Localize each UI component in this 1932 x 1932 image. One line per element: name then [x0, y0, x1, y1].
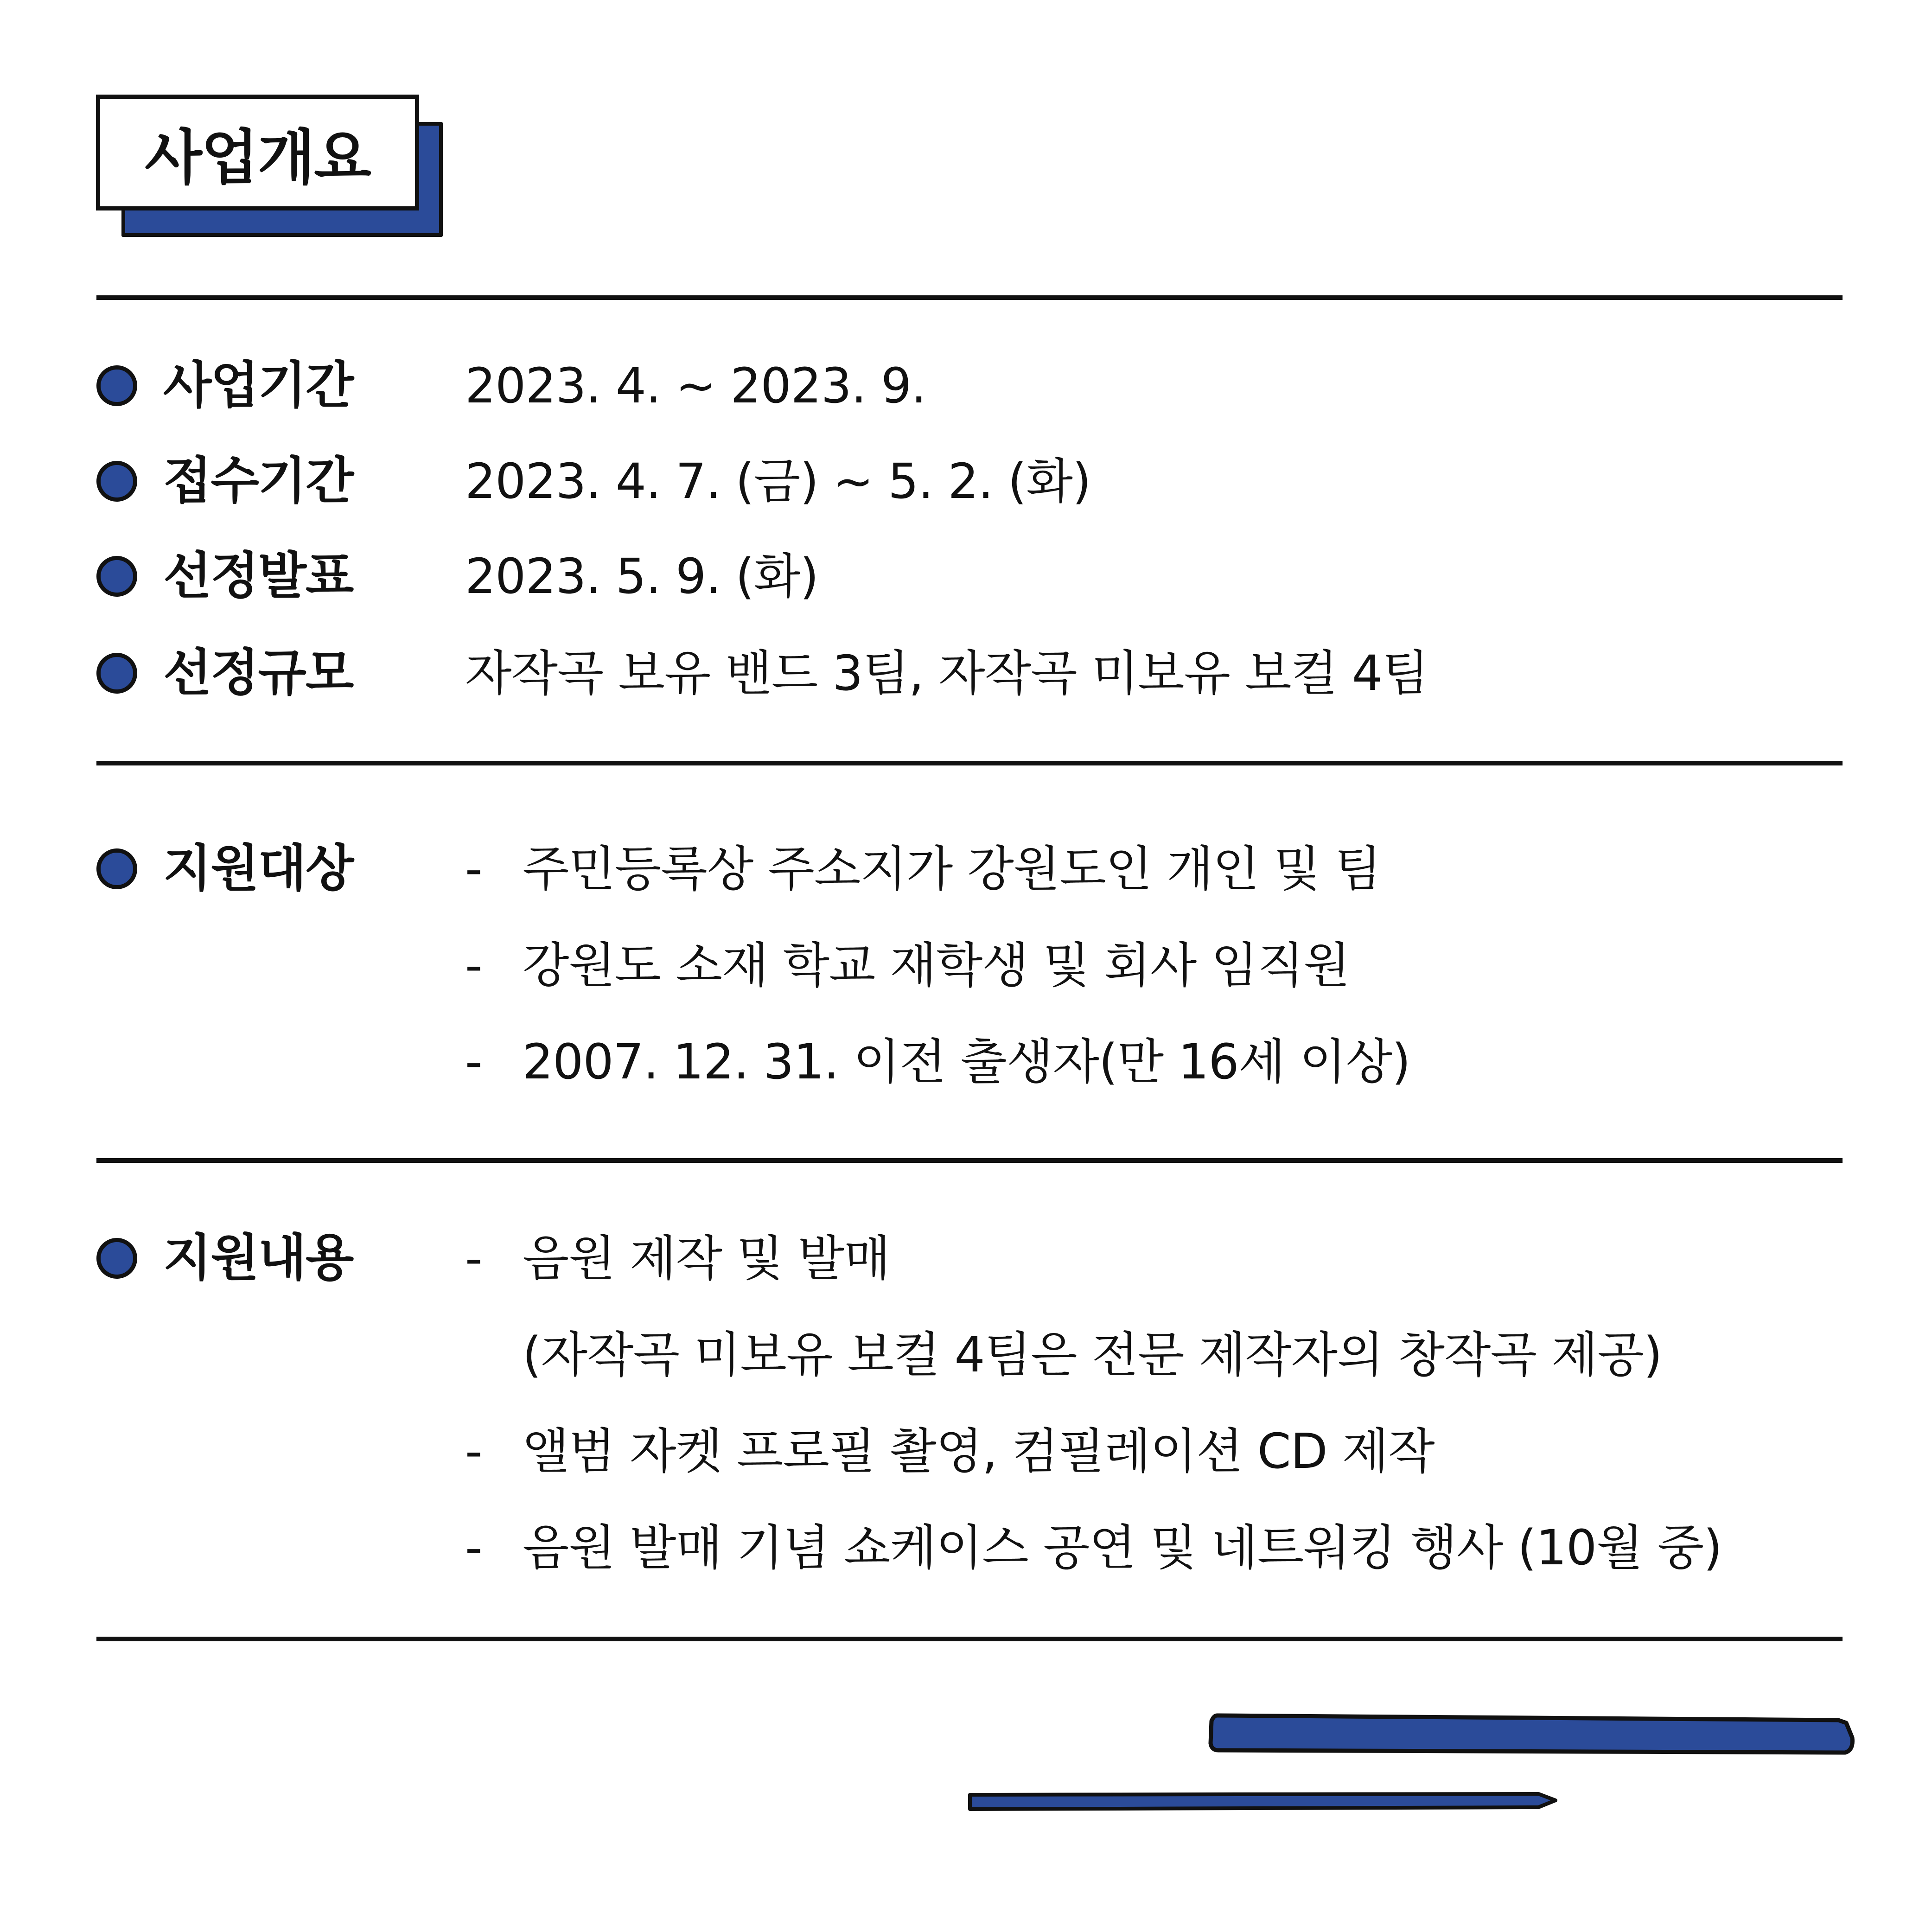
eligibility-item: 주민등록상 주소지가 강원도인 개인 및 팀 [523, 841, 1381, 897]
support-item: 음원 발매 기념 쇼케이스 공연 및 네트워킹 행사 (10월 중) [523, 1519, 1722, 1576]
brush-stroke-lower [970, 1794, 1556, 1809]
support-item: 앨범 자켓 프로필 촬영, 컴필레이션 CD 제작 [523, 1423, 1435, 1479]
eligibility-label: 지원대상 [163, 840, 353, 898]
dash-marker: - [465, 841, 483, 897]
dash-marker: - [465, 1423, 483, 1479]
eligibility-item: 강원도 소재 학교 재학생 및 회사 임직원 [523, 937, 1350, 994]
summary-value: 2023. 4. ~ 2023. 9. [465, 357, 926, 414]
summary-value: 2023. 4. 7. (금) ~ 5. 2. (화) [465, 453, 1091, 510]
summary-value: 자작곡 보유 밴드 3팀, 자작곡 미보유 보컬 4팀 [465, 645, 1428, 701]
dash-marker: - [465, 937, 483, 994]
support-item: 음원 제작 및 발매 [523, 1230, 890, 1287]
summary-label: 사업기간 [163, 357, 353, 414]
dash-marker: - [465, 1230, 483, 1287]
eligibility-item: 2007. 12. 31. 이전 출생자(만 16세 이상) [523, 1033, 1410, 1090]
dash-marker: - [465, 1033, 483, 1090]
brush-stroke-upper [1211, 1715, 1852, 1753]
dash-marker: - [465, 1519, 483, 1576]
summary-label: 선정규모 [163, 644, 353, 702]
support-label: 지원내용 [163, 1229, 353, 1287]
section-title: 사업개요 [96, 95, 419, 210]
summary-label: 접수기간 [163, 452, 353, 510]
summary-value: 2023. 5. 9. (화) [465, 548, 818, 605]
support-item-note: (자작곡 미보유 보컬 4팀은 전문 제작자의 창작곡 제공) [523, 1326, 1662, 1383]
summary-label: 선정발표 [163, 547, 353, 605]
